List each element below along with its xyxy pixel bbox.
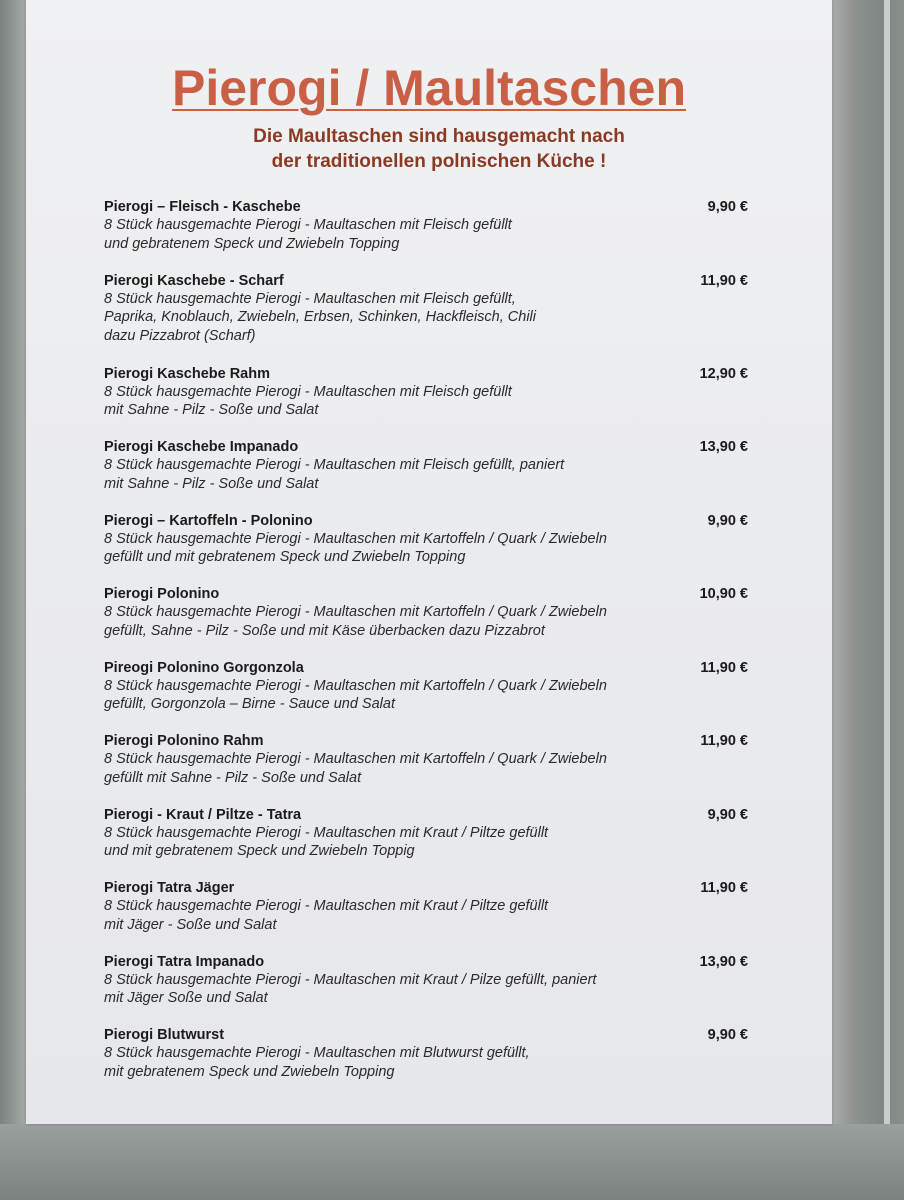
item-name: Pierogi Kaschebe - Scharf xyxy=(104,272,284,289)
item-price: 11,90 € xyxy=(700,880,748,896)
item-price: 13,90 € xyxy=(699,953,748,970)
item-desc-line: 8 Stück hausgemachte Pierogi - Maultaschen mit Kartoffeln / Quark / Zwiebeln xyxy=(104,751,607,767)
item-name: Pierogi Kaschebe Rahm xyxy=(104,365,270,382)
item-name: Pierogi Tatra Jäger xyxy=(104,880,235,896)
item-desc-line: mit Jäger Soße und Salat xyxy=(104,990,268,1006)
item-price: 11,90 € xyxy=(700,272,748,289)
item-price: 10,90 € xyxy=(699,586,748,602)
item-desc-line: 8 Stück hausgemachte Pierogi - Maultaschen mit Kartoffeln / Quark / Zwiebeln xyxy=(104,530,607,547)
item-desc-line: 8 Stück hausgemachte Pierogi - Maultaschen mit Fleisch gefüllt xyxy=(104,383,512,400)
item-description xyxy=(104,383,674,420)
menu-item xyxy=(104,198,754,272)
frame-edge xyxy=(884,0,890,1200)
menu-item xyxy=(104,365,754,439)
item-description xyxy=(104,530,674,567)
item-desc-line: mit Sahne - Pilz - Soße und Salat xyxy=(104,475,319,492)
item-desc-line: 8 Stück hausgemachte Pierogi - Maultaschen mit Fleisch gefüllt, paniert xyxy=(104,457,565,473)
menu-item xyxy=(104,1026,754,1100)
menu-item xyxy=(104,879,754,953)
menu-item xyxy=(104,585,754,659)
item-price: 12,90 € xyxy=(699,365,748,382)
frame-bottom xyxy=(0,1124,904,1200)
item-name: Pierogi Blutwurst xyxy=(104,1027,225,1043)
item-description xyxy=(104,897,674,934)
item-description xyxy=(104,750,674,787)
item-price: 9,90 € xyxy=(707,199,748,215)
item-description xyxy=(104,216,674,253)
item-price: 11,90 € xyxy=(700,733,748,749)
menu-title-text: Pierogi / Maultaschen xyxy=(171,60,686,116)
item-name: Pierogi Tatra Impanado xyxy=(104,953,265,970)
menu-list xyxy=(104,198,754,1100)
item-desc-line: gefüllt, Sahne - Pilz - Soße und mit Käse überbacken dazu Pizzabrot xyxy=(104,622,545,639)
subtitle-line: Die Maultaschen sind hausgemacht nach xyxy=(253,126,625,147)
item-price: 9,90 € xyxy=(707,1027,748,1043)
item-name: Pierogi - Kraut / Piltze - Tatra xyxy=(104,806,302,823)
subtitle-line: der traditionellen polnischen Küche ! xyxy=(271,151,607,172)
item-desc-line: mit gebratenem Speck und Zwiebeln Topping xyxy=(104,1063,395,1080)
item-desc-line: und gebratenem Speck und Zwiebeln Topping xyxy=(104,235,400,252)
item-desc-line: 8 Stück hausgemachte Pierogi - Maultaschen mit Kartoffeln / Quark / Zwiebeln xyxy=(104,677,607,694)
item-name: Pierogi Kaschebe Impanado xyxy=(104,439,299,455)
item-price: 13,90 € xyxy=(699,439,748,455)
item-desc-line: 8 Stück hausgemachte Pierogi - Maultaschen mit Kraut / Piltze gefüllt xyxy=(104,898,549,914)
item-description xyxy=(104,824,674,861)
item-price: 9,90 € xyxy=(707,806,748,823)
item-description xyxy=(104,971,674,1008)
item-desc-line: dazu Pizzabrot (Scharf) xyxy=(104,327,256,344)
item-description xyxy=(104,290,674,346)
menu-item xyxy=(104,512,754,586)
item-name: Pierogi Polonino xyxy=(104,586,220,602)
menu-item xyxy=(104,732,754,806)
menu-subtitle xyxy=(26,124,832,174)
item-description xyxy=(104,456,674,493)
item-desc-line: mit Sahne - Pilz - Soße und Salat xyxy=(104,402,319,418)
menu-item xyxy=(104,272,754,365)
item-name: Pierogi – Fleisch - Kaschebe xyxy=(104,199,301,215)
item-desc-line: 8 Stück hausgemachte Pierogi - Maultaschen mit Fleisch gefüllt xyxy=(104,217,512,233)
item-price: 11,90 € xyxy=(700,659,748,676)
item-name: Pireogi Polonino Gorgonzola xyxy=(104,659,304,676)
frame-right xyxy=(832,0,904,1200)
item-desc-line: und mit gebratenem Speck und Zwiebeln Toppig xyxy=(104,843,415,859)
menu-item xyxy=(104,659,754,733)
item-desc-line: gefüllt mit Sahne - Pilz - Soße und Salat xyxy=(104,769,362,786)
item-desc-line: 8 Stück hausgemachte Pierogi - Maultaschen mit Fleisch gefüllt, xyxy=(104,290,516,307)
menu-item xyxy=(104,438,754,512)
item-desc-line: 8 Stück hausgemachte Pierogi - Maultaschen mit Kraut / Piltze gefüllt xyxy=(104,824,549,841)
menu-item xyxy=(104,806,754,880)
item-desc-line: 8 Stück hausgemachte Pierogi - Maultaschen mit Kartoffeln / Quark / Zwiebeln xyxy=(104,604,607,620)
item-price: 9,90 € xyxy=(707,512,748,529)
menu-item xyxy=(104,953,754,1027)
item-name: Pierogi Polonino Rahm xyxy=(104,733,264,749)
item-desc-line: 8 Stück hausgemachte Pierogi - Maultaschen mit Blutwurst gefüllt, xyxy=(104,1045,530,1061)
item-desc-line: Paprika, Knoblauch, Zwiebeln, Erbsen, Schinken, Hackfleisch, Chili xyxy=(104,309,536,325)
menu-sheet xyxy=(26,0,832,1124)
item-desc-line: mit Jäger - Soße und Salat xyxy=(104,916,277,933)
menu-title xyxy=(26,58,832,118)
item-description xyxy=(104,677,674,714)
item-name: Pierogi – Kartoffeln - Polonino xyxy=(104,512,313,529)
item-desc-line: 8 Stück hausgemachte Pierogi - Maultaschen mit Kraut / Pilze gefüllt, paniert xyxy=(104,971,597,988)
frame-left xyxy=(0,0,26,1200)
item-desc-line: gefüllt, Gorgonzola – Birne - Sauce und Salat xyxy=(104,696,395,712)
item-description xyxy=(104,1044,674,1081)
item-description xyxy=(104,603,674,640)
item-desc-line: gefüllt und mit gebratenem Speck und Zwiebeln Topping xyxy=(104,549,466,565)
